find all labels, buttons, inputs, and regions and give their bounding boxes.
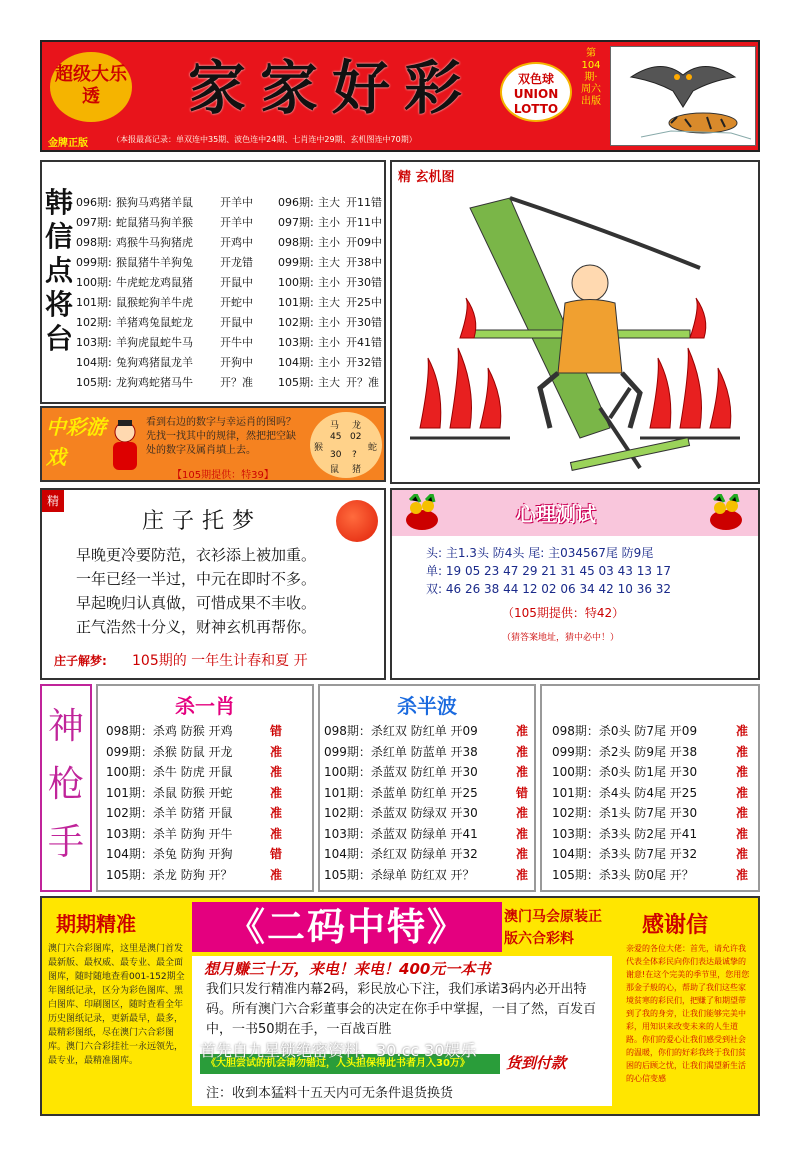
hanxin-animals: 兔狗鸡猪鼠龙羊: [116, 356, 193, 369]
bottom-ad-panel: [40, 896, 760, 1116]
thank-you-text: 亲爱的各位大佬：首先，请允许我代表全体彩民向你们表达最诚挚的谢意!在这个完美的季节里，您用您那金子般的心，帮助了我们这些家境贫寒的彩民们，把赚了和期望带到了我的身旁，让我们能够完美中彩，用知识来改变未来的人生道路。你们的爱心让我们感受到社会的温暖，你们的好彩我终于我们贫困的后顾之忧，让我们渴望新生活的心信变感: [626, 944, 750, 1083]
prediction-row: 102期：杀蓝双 防绿双 开30: [324, 806, 478, 820]
hanxin-period: 103期:: [278, 336, 314, 349]
accuracy-title: 期期精准: [56, 912, 136, 936]
wheel-cell: 鼠: [330, 465, 340, 475]
prediction-row: 105期：杀龙 防狗 开？: [106, 867, 233, 882]
edition-label: 金牌正版: [48, 138, 88, 149]
hanxin-period: 098期:: [76, 236, 112, 249]
hanxin-result: 开38中: [346, 256, 382, 269]
hanxin-animals: 蛇鼠猪马狗羊猴: [116, 216, 193, 229]
hanxin-period: 104期:: [76, 356, 112, 369]
hanxin-animals: 鼠猴蛇狗羊牛虎: [116, 296, 193, 309]
hanxin-result: 开？准: [346, 376, 379, 389]
two-code-slogan: 想月赚三十万，来电！来电！400元一本书: [204, 960, 491, 978]
hanxin-result: 开11中: [346, 216, 382, 229]
hanxin-result: 开11错: [346, 196, 382, 209]
wheel-cell: 龙: [352, 421, 362, 431]
prediction-row: 099期：杀2头 防9尾 开38: [552, 744, 698, 759]
hanxin-period: 100期:: [76, 276, 112, 289]
kill-half-wave-panel: [318, 684, 536, 892]
kill-one-zodiac-title: 杀一肖: [175, 694, 235, 718]
lottery-game-panel: [40, 406, 386, 482]
hanxin-result: 开羊中: [220, 216, 253, 229]
union-lotto-badge: 双色球 UNION LOTTO: [500, 62, 572, 122]
prediction-row: 102期：杀1头 防7尾 开30: [552, 806, 698, 820]
prediction-row: 101期：杀鼠 防猴 开蛇: [106, 785, 233, 800]
hit-mark: 准: [516, 724, 529, 738]
prediction-row: 104期：杀3头 防7尾 开32: [552, 847, 698, 861]
issue-label: 第104期·周六出版: [581, 48, 601, 107]
cash-on-delivery: 货到付款: [506, 1054, 567, 1072]
hanxin-pick: 主小: [318, 336, 340, 349]
hanxin-period: 101期:: [76, 296, 112, 309]
dream-interpretation-label: 庄子解梦:: [54, 654, 107, 668]
prediction-row: 100期：杀蓝双 防红单 开30: [324, 765, 478, 779]
wheel-cell: 02: [350, 432, 362, 442]
hanxin-period: 105期:: [278, 376, 314, 389]
prediction-row: 105期：杀绿单 防红双 开？: [324, 867, 475, 882]
two-code-subtitle: 澳门马会原装正版六合彩料: [504, 909, 602, 947]
prediction-row: 101期：杀4头 防4尾 开25: [552, 785, 698, 800]
psych-test-panel: [390, 488, 760, 680]
hit-mark: 准: [516, 847, 529, 861]
prediction-row: 104期：杀红双 防绿单 开32: [324, 847, 478, 861]
hanxin-period: 105期:: [76, 376, 112, 389]
hanxin-animals: 羊狗虎鼠蛇牛马: [116, 336, 193, 349]
wheel-cell: 30: [330, 450, 342, 460]
thank-you-letter: [618, 898, 758, 1114]
poem-line: 一年已经一半过，中元在即时不多。: [76, 570, 317, 588]
prediction-row: 103期：杀3头 防2尾 开41: [552, 826, 698, 841]
hanxin-panel: [40, 160, 386, 404]
psych-line: 双: 46 26 38 44 12 02 06 34 42 10 36 32: [426, 582, 672, 596]
prediction-row: 098期：杀鸡 防猴 开鸡: [106, 724, 233, 738]
wheel-cell: 猪: [352, 465, 362, 475]
wheel-cell: ?: [352, 450, 357, 460]
prediction-row: 104期：杀兔 防狗 开狗: [106, 847, 233, 861]
two-code-title: 《二码中特》: [192, 902, 502, 952]
prediction-row: 100期：杀0头 防1尾 开30: [552, 765, 698, 779]
premium-tag: 精: [42, 490, 64, 512]
prediction-row: 103期：杀蓝双 防绿单 开41: [324, 826, 478, 841]
game-hint: 【105期提供：特39】: [172, 470, 274, 481]
hanxin-period: 102期:: [278, 316, 314, 329]
prediction-row: 103期：杀羊 防狗 开牛: [106, 826, 233, 841]
hanxin-period: 099期:: [76, 256, 112, 269]
prediction-row: 105期：杀3头 防0尾 开？: [552, 867, 694, 882]
monk-on-branch-illustration: [400, 188, 752, 478]
page-title: 家家好彩: [187, 54, 476, 122]
hanxin-animals: 龙狗鸡蛇猪马牛: [116, 376, 193, 389]
xuanji-label: 精 玄机图: [398, 170, 455, 185]
hanxin-result: 开牛中: [220, 336, 253, 349]
prediction-row: 098期：杀0头 防7尾 开09: [552, 724, 698, 738]
hanxin-pick: 主大: [318, 196, 340, 209]
hit-mark: 错: [270, 847, 283, 861]
hanxin-period: 101期:: [278, 296, 314, 309]
wheel-cell: 45: [330, 432, 342, 442]
xuanji-picture-panel: [390, 160, 760, 484]
fortune-god-icon: [108, 418, 142, 474]
hit-mark: 准: [736, 785, 749, 800]
hanxin-result: 开鼠中: [220, 276, 253, 289]
hanxin-period: 096期:: [278, 196, 314, 209]
wheel-cell: 马: [330, 421, 340, 431]
psych-note: （猜答案地址，猜中必中！）: [502, 633, 620, 643]
psych-header: [392, 490, 758, 536]
hanxin-period: 102期:: [76, 316, 112, 329]
sharpshooter-label-box: [40, 684, 92, 892]
zodiac-wheel: [310, 412, 382, 478]
psych-line: 单: 19 05 23 47 29 21 31 45 03 43 13 17: [426, 564, 672, 578]
hanxin-result: 开鼠中: [220, 316, 253, 329]
record-subline: （本报最高记录：单双连中35期、波色连中24期、七肖连中29期、玄机图连中70期）: [112, 135, 417, 144]
hanxin-animals: 羊猪鸡兔鼠蛇龙: [116, 316, 193, 329]
hanxin-title: 韩信点将台: [44, 186, 73, 355]
hanxin-period: 099期:: [278, 256, 314, 269]
hanxin-period: 096期:: [76, 196, 112, 209]
game-instructions: 看到右边的数字与幸运肖的图吗？先找一找其中的规律，然把把空缺处的数字及属肖填上去。: [146, 417, 296, 456]
hanxin-pick: 主大: [318, 376, 340, 389]
hit-mark: 准: [736, 744, 749, 759]
hanxin-pick: 主小: [318, 236, 340, 249]
hanxin-result: 开41错: [346, 336, 382, 349]
hit-mark: 准: [516, 806, 529, 820]
hit-mark: 错: [516, 785, 529, 800]
wheel-cell: 猴: [314, 443, 324, 453]
hanxin-period: 098期:: [278, 236, 314, 249]
hanxin-pick: 主小: [318, 276, 340, 289]
hit-mark: 准: [270, 744, 283, 759]
hit-mark: 准: [270, 826, 283, 841]
hanxin-period: 097期:: [278, 216, 314, 229]
hanxin-result: 开09中: [346, 236, 382, 249]
kill-one-zodiac-panel: [96, 684, 314, 892]
hanxin-result: 开30错: [346, 316, 382, 329]
hanxin-period: 097期:: [76, 216, 112, 229]
gallery-description: 澳门六合彩图库，这里是澳门首发最新版、最权威、最专业、最全面图库，随时随地查看001-152期全年图纸记录，区分为彩色图库、黑白图库、印刷图区，随时查看全年历史图纸记录，更新最早，最多，最精彩图纸，尽在澳门六合彩图库。澳门六合彩挂社一永远领先，最专业，最精准图库。: [48, 944, 185, 1066]
opportunity-banner: 《大胆尝试的机会请勿错过，人头担保得此书者月入30万》: [200, 1054, 500, 1074]
kill-head-tail-panel: [540, 684, 760, 892]
hit-mark: 错: [270, 724, 283, 738]
hanxin-result: 开25中: [346, 296, 382, 309]
hanxin-pick: 主大: [318, 256, 340, 269]
prediction-row: 102期：杀羊 防猪 开鼠: [106, 806, 233, 820]
watermark-text: 首先自九星锁绝密资料，30.cc 30娱乐: [200, 1041, 477, 1060]
super-lotto-badge: 超级大乐透: [50, 52, 132, 122]
hit-mark: 准: [736, 867, 749, 882]
hit-mark: 准: [736, 847, 749, 861]
prediction-row: 099期：杀猴 防鼠 开龙: [106, 744, 233, 759]
money-pot-icon: [402, 494, 442, 532]
zhuangzi-title: 庄子托梦: [142, 509, 263, 534]
prediction-row: 099期：杀红单 防蓝单 开38: [324, 744, 478, 759]
hanxin-pick: 主小: [318, 356, 340, 369]
hanxin-animals: 牛虎蛇龙鸡鼠猪: [116, 276, 193, 289]
hit-mark: 准: [270, 765, 283, 779]
hanxin-animals: 猴狗马鸡猪羊鼠: [116, 196, 193, 209]
owl-tiger-illustration: [610, 46, 756, 146]
hanxin-result: 开羊中: [220, 196, 253, 209]
masthead: [40, 40, 760, 152]
hanxin-result: 开蛇中: [220, 296, 253, 309]
hanxin-result: 开狗中: [220, 356, 253, 369]
two-code-body: [192, 956, 612, 1106]
hanxin-result: 开龙错: [220, 256, 253, 269]
hanxin-animals: 鸡猴牛马狗猪虎: [116, 236, 193, 249]
prediction-row: 100期：杀牛 防虎 开鼠: [106, 765, 233, 779]
hanxin-pick: 主大: [318, 296, 340, 309]
poem-line: 正气浩然十分义，财神玄机再帮你。: [76, 618, 317, 636]
hit-mark: 准: [736, 724, 749, 738]
game-label: 中彩游戏: [46, 415, 106, 469]
psych-hint: （105期提供：特42）: [502, 606, 625, 620]
hanxin-pick: 主小: [318, 216, 340, 229]
money-pot-icon: [706, 494, 746, 532]
wheel-cell: 蛇: [368, 443, 378, 453]
return-policy-note: 注：收到本猛料十五天内可无条件退货换货: [206, 1086, 454, 1101]
hit-mark: 准: [270, 867, 283, 882]
hanxin-period: 100期:: [278, 276, 314, 289]
hanxin-animals: 猴鼠猪牛羊狗兔: [116, 256, 193, 269]
hanxin-result: 开30错: [346, 276, 382, 289]
hanxin-result: 开鸡中: [220, 236, 253, 249]
hit-mark: 准: [516, 867, 529, 882]
hit-mark: 准: [736, 826, 749, 841]
two-code-description: 我们只发行精准内幕2码，彩民放心下注，我们承诺3码内必开出特码。所有澳门六合彩董事会的决定在你手中掌握，一目了然，百发百中，一书50期在手，一百战百胜: [206, 982, 597, 1037]
hit-mark: 准: [516, 744, 529, 759]
psych-line: 头: 主1.3头 防4头 尾: 主034567尾 防9尾: [426, 546, 654, 560]
hit-mark: 准: [516, 826, 529, 841]
kill-half-wave-title: 杀半波: [397, 694, 457, 718]
hit-mark: 准: [736, 806, 749, 820]
psych-title: 心理测试: [516, 502, 596, 526]
zhuangzi-dream-panel: [40, 488, 386, 680]
prediction-row: 098期：杀红双 防红单 开09: [324, 724, 478, 738]
thank-you-title: 感谢信: [642, 913, 709, 938]
hit-mark: 准: [516, 765, 529, 779]
poem-line: 早起晚归认真做，可惜成果不丰收。: [76, 594, 317, 612]
dream-interpretation: 105期的 一年生计春和夏 开: [132, 653, 308, 669]
prediction-row: 101期：杀蓝单 防红单 开25: [324, 785, 478, 800]
hit-mark: 准: [270, 785, 283, 800]
hanxin-period: 103期:: [76, 336, 112, 349]
red-sun-icon: [336, 500, 378, 542]
hanxin-result: 开32错: [346, 356, 382, 369]
hanxin-result: 开？准: [220, 376, 253, 389]
sharpshooter-label: 神枪手: [47, 706, 84, 863]
hit-mark: 准: [270, 806, 283, 820]
poem-line: 早晚更冷要防范，衣衫添上被加重。: [76, 546, 317, 564]
hit-mark: 准: [736, 765, 749, 779]
hanxin-period: 104期:: [278, 356, 314, 369]
hanxin-pick: 主小: [318, 316, 340, 329]
